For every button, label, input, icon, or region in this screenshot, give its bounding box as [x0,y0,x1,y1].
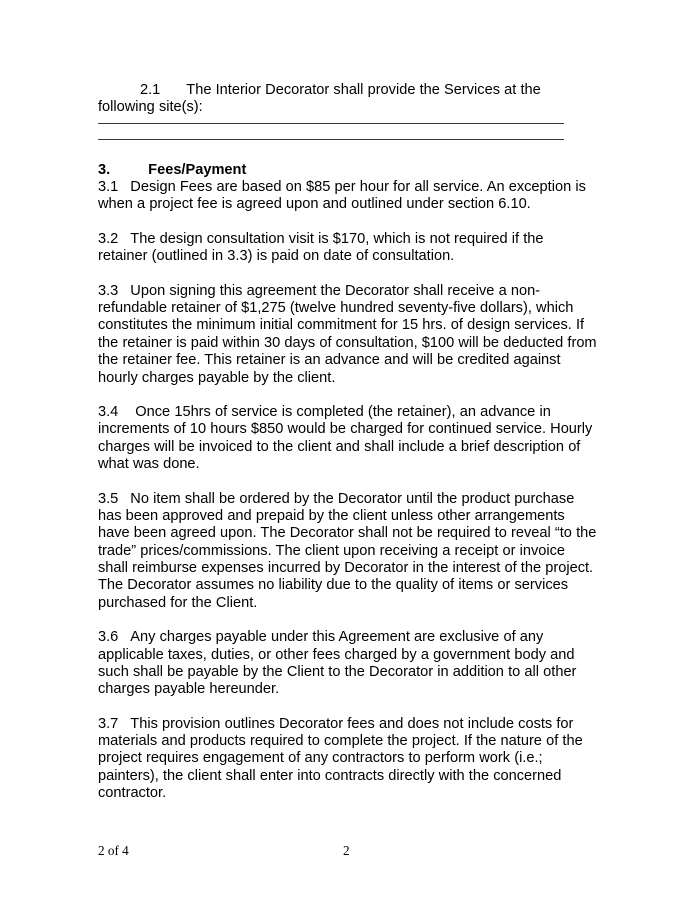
clause-3-4-number: 3.4 [98,404,119,421]
section-3-heading-block [98,162,597,179]
clause-3-2 [98,231,597,266]
clause-3-5-text: No item shall be ordered by the Decorator until the product purchase has been approved and prepaid by the client unless other arrangements have been agreed upon. The Decorator shall not be required to reveal “to the trade” prices/commissions. The client upon receiving a receipt or invoice shall reimburse expenses incurred by Decorator in the interest of the project. The Decorator assumes no liability due to the quality of items or services purchased for the Client. [98,490,597,611]
clause-3-2-number: 3.2 [98,230,119,247]
clause-3-3-number: 3.3 [98,282,119,299]
clause-3-5-number: 3.5 [98,490,119,507]
clause-3-4 [98,404,597,473]
clause-2-1-text: The Interior Decorator shall provide the Services at the following site(s): [98,82,541,116]
clause-3-1-number: 3.1 [98,179,119,196]
clause-3-6-number: 3.6 [98,629,119,646]
clause-3-3 [98,283,597,387]
clause-3-7-text: This provision outlines Decorator fees and does not include costs for materials and products required to complete the project. If the nature of the project requires engagement of any contractors to perform work (i.e.; painters), the client shall enter into contracts directly with the concerned contractor. [98,715,583,802]
clause-3-7-number: 3.7 [98,715,119,732]
clause-3-3-text: Upon signing this agreement the Decorator shall receive a non-refundable retainer of $1,275 (twelve hundred seventy-five dollars), which constitutes the minimum initial commitment for 15 hrs. of design services. If the retainer is paid within 30 days of consultation, $100 will be deducted from the retainer fee. This retainer is an advance and will be credited against hourly charges payable by the client. [98,282,597,386]
clause-2-1-number: 2.1 [140,82,161,98]
clause-3-1-text: Design Fees are based on $85 per hour for all service. An exception is when a project fee is agreed upon and outlined under section 6.10. [98,179,586,213]
clause-3-5 [98,491,597,612]
paragraph-gap [98,612,597,629]
clause-3-1 [98,179,597,214]
page-footer [98,843,597,863]
paragraph-gap [98,699,597,716]
clause-3-2-text: The design consultation visit is $170, which is not required if the retainer (outlined in 3.3) is paid on date of consultation. [98,230,544,265]
paragraph-gap [98,473,597,490]
clause-3-7 [98,716,597,803]
section-3-number: 3. [98,161,111,178]
footer-page-indicator: 2 of 4 [98,843,129,858]
clause-3-6 [98,629,597,698]
paragraph-gap [98,387,597,404]
section-3-heading [98,162,597,179]
paragraph-gap [98,266,597,283]
blank-fill-in-lines [98,123,597,140]
section-3-title: Fees/Payment [148,161,247,178]
document-body [98,82,597,802]
clause-3-6-text: Any charges payable under this Agreement are exclusive of any applicable taxes, duties, or other fees charged by a government body and such shall be payable by the Client to the Decorator in addition to all other charges payable hereunder. [98,629,577,698]
clause-2-1 [98,82,597,117]
clause-3-4-text: Once 15hrs of service is completed (the retainer), an advance in increments of 10 hours $850 would be charged for continued service. Hourly charges will be invoiced to the client and shall include a brief description of what was done. [98,404,593,473]
footer-page-number: 2 [343,843,350,858]
blank-line-2[interactable] [98,139,564,140]
blank-line-1[interactable] [98,123,564,124]
paragraph-gap [98,214,597,231]
